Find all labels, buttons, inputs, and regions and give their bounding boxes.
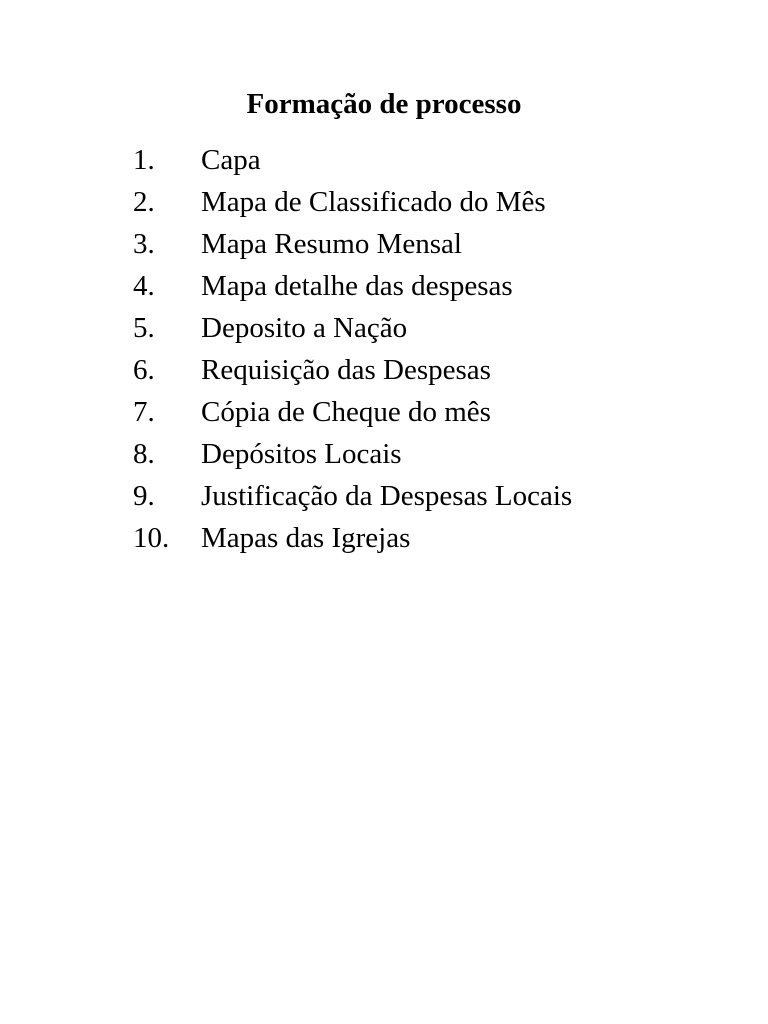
list-item-number: 5.	[133, 312, 155, 344]
list-item-text: Depósitos Locais	[201, 438, 402, 470]
document-title-text: Formação de processo	[246, 88, 522, 120]
list-item	[133, 475, 572, 517]
list-item-text: Deposito a Nação	[201, 312, 408, 344]
list-item-text: Mapa Resumo Mensal	[201, 228, 462, 260]
list-item-text: Mapa de Classificado do Mês	[201, 186, 546, 218]
list-item	[133, 223, 572, 265]
list-item	[133, 307, 572, 349]
list-item	[133, 391, 572, 433]
list-item-number: 9.	[133, 480, 155, 512]
list-item	[133, 265, 572, 307]
list-item	[133, 517, 572, 559]
list-item	[133, 433, 572, 475]
list-item-text: Capa	[201, 144, 261, 176]
list-item-text: Requisição das Despesas	[201, 354, 491, 386]
process-item-list	[133, 139, 572, 559]
list-item	[133, 139, 572, 181]
list-item-number: 8.	[133, 438, 155, 470]
list-item-text: Cópia de Cheque do mês	[201, 396, 491, 428]
list-item-text: Justificação da Despesas Locais	[201, 480, 573, 512]
list-item-text: Mapa detalhe das despesas	[201, 270, 513, 302]
list-item-number: 6.	[133, 354, 155, 386]
list-item	[133, 181, 572, 223]
list-item-number: 7.	[133, 396, 155, 428]
list-item-number: 10.	[133, 522, 170, 554]
list-item-number: 1.	[133, 144, 155, 176]
list-item-number: 3.	[133, 228, 155, 260]
list-item-number: 4.	[133, 270, 155, 302]
list-item	[133, 349, 572, 391]
list-item-text: Mapas das Igrejas	[201, 522, 411, 554]
list-item-number: 2.	[133, 186, 155, 218]
document-title	[0, 86, 768, 122]
